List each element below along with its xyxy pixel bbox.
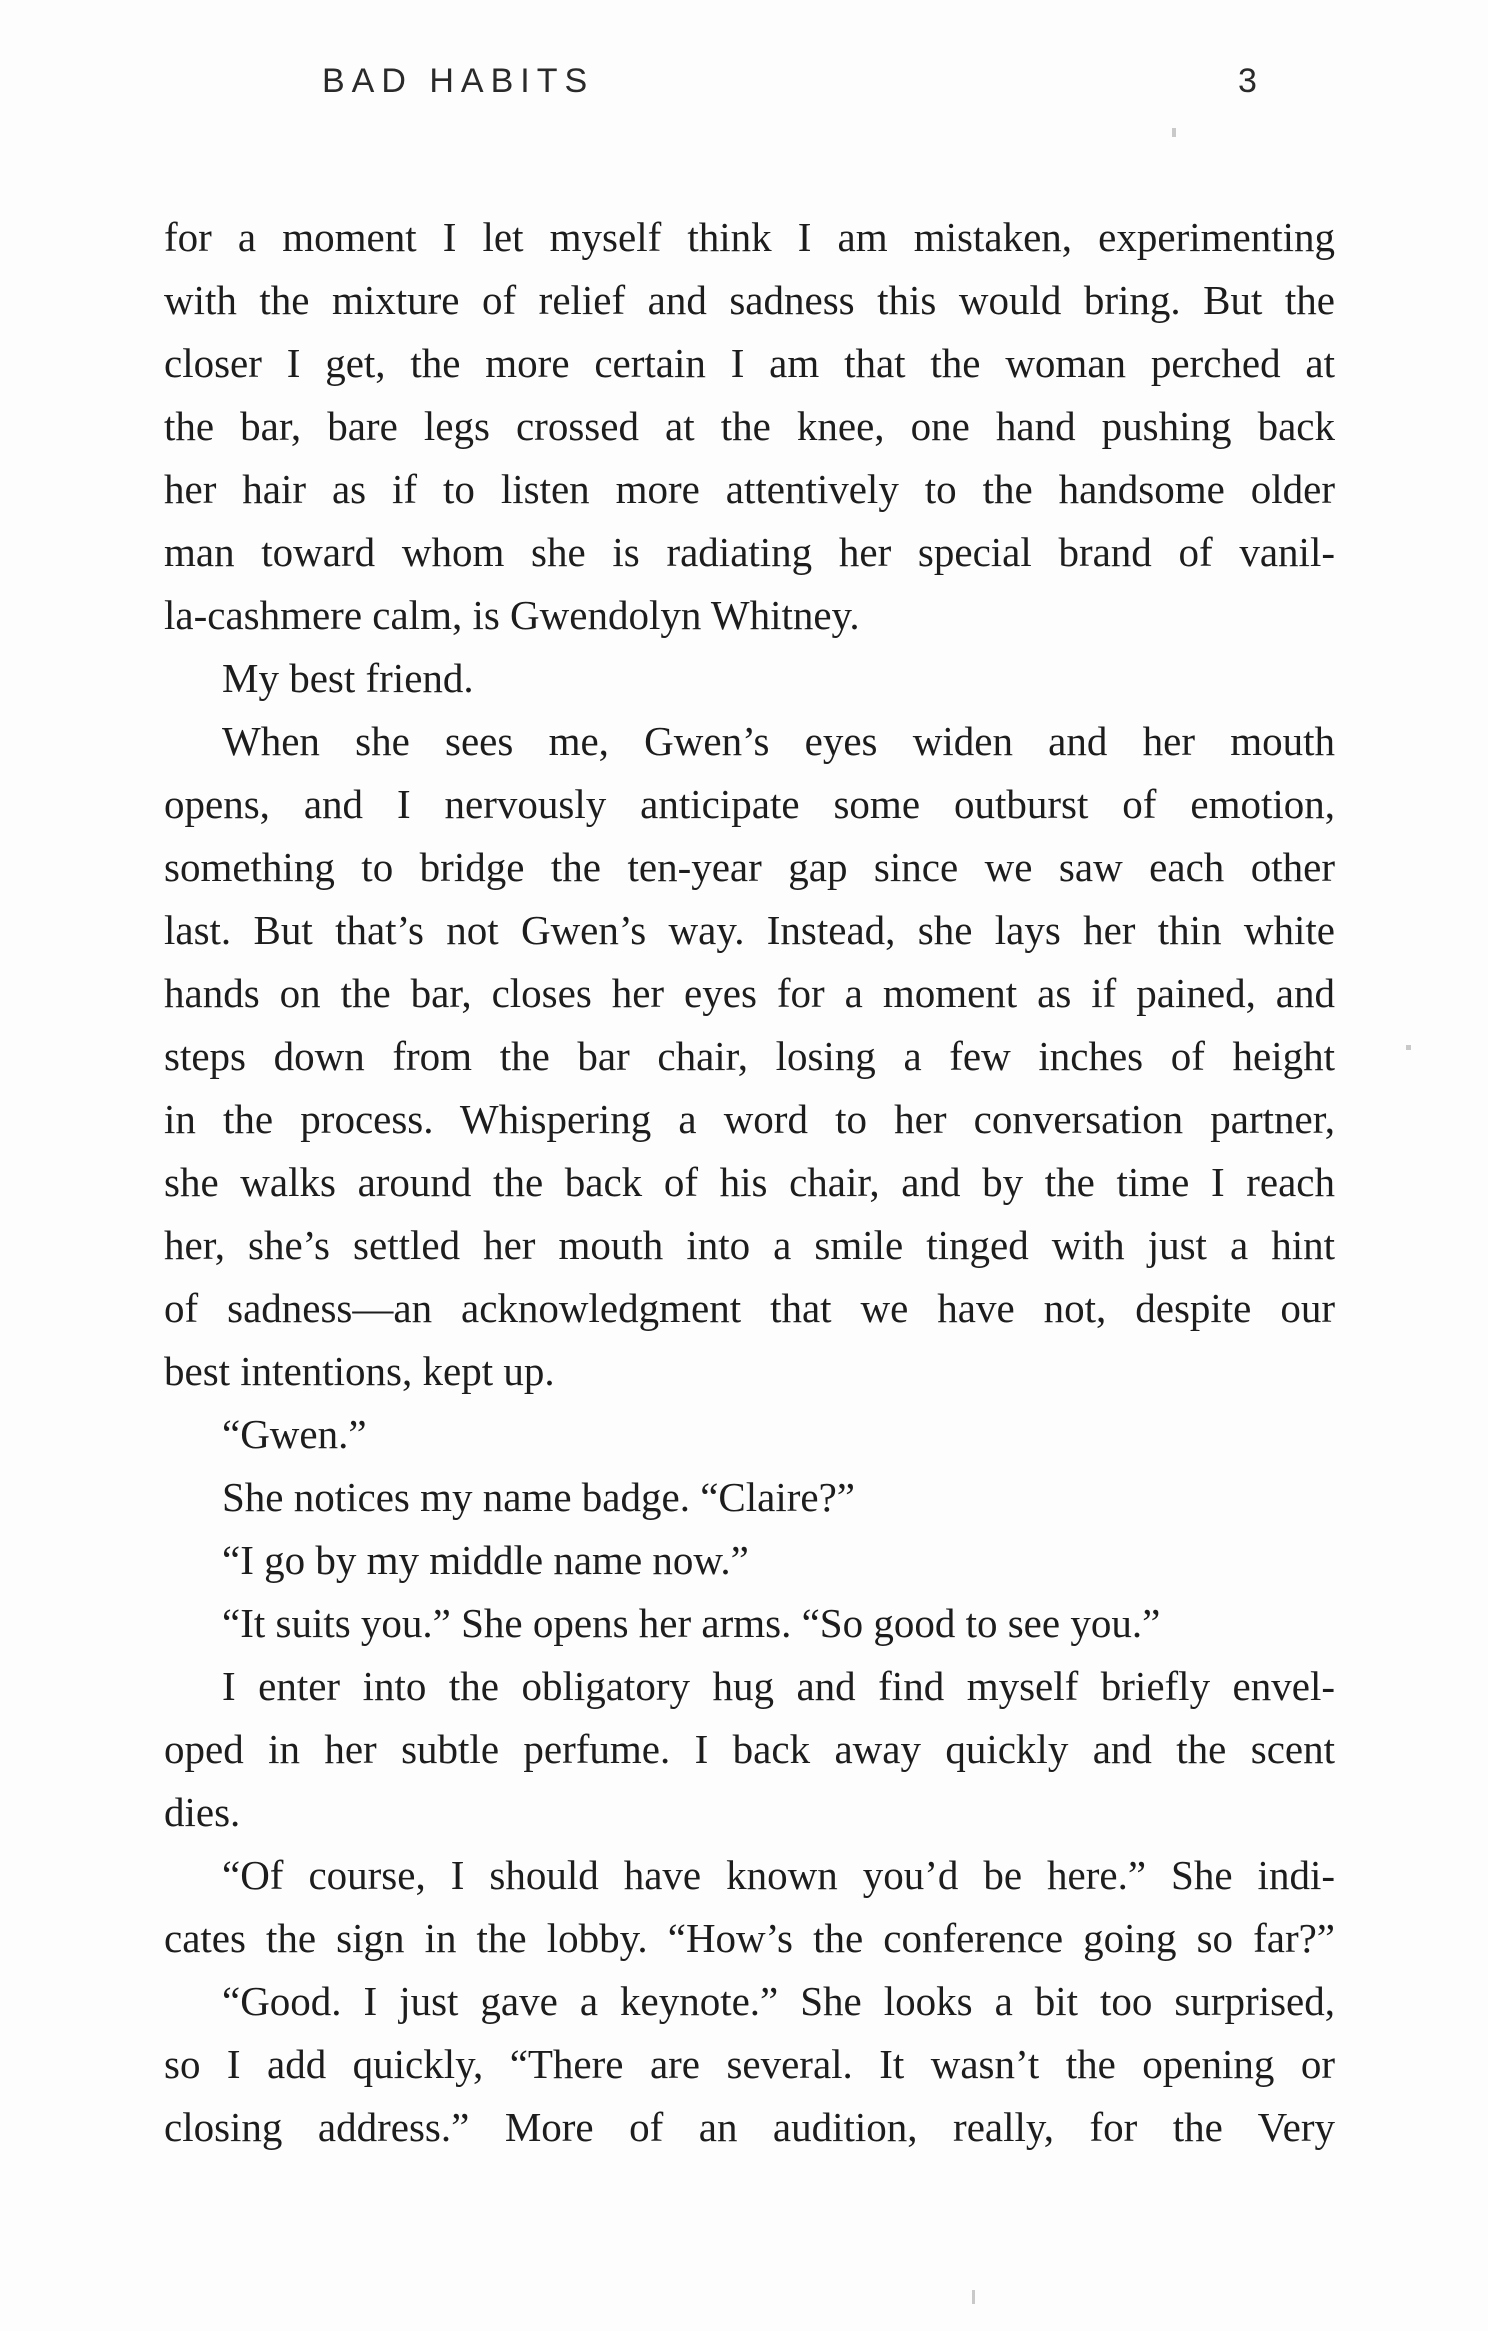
text-line: hands on the bar, closes her eyes for a moment as if pained, and xyxy=(164,970,1335,1016)
text-line: “Of course, I should have known you’d be here.” She indi- xyxy=(222,1852,1335,1898)
text-line: with the mixture of relief and sadness this would bring. But the xyxy=(164,277,1335,323)
text-line: I enter into the obligatory hug and find myself briefly envel- xyxy=(222,1663,1335,1709)
text-line: of sadness—an acknowledgment that we have not, despite our xyxy=(164,1285,1335,1331)
scan-speck xyxy=(972,2290,975,2304)
text-line: something to bridge the ten-year gap since we saw each other xyxy=(164,844,1335,890)
text-line: oped in her subtle perfume. I back away quickly and the scent xyxy=(164,1726,1335,1772)
text-line: closer I get, the more certain I am that the woman perched at xyxy=(164,340,1335,386)
text-line: so I add quickly, “There are several. It wasn’t the opening or xyxy=(164,2041,1335,2087)
text-line: When she sees me, Gwen’s eyes widen and her mouth xyxy=(222,718,1335,764)
text-line: the bar, bare legs crossed at the knee, one hand pushing back xyxy=(164,403,1335,449)
running-head: BAD HABITS xyxy=(322,62,595,100)
text-line: opens, and I nervously anticipate some outburst of emotion, xyxy=(164,781,1335,827)
text-line: in the process. Whispering a word to her conversation partner, xyxy=(164,1096,1335,1142)
page-number: 3 xyxy=(1238,62,1257,100)
scan-speck xyxy=(1406,1045,1411,1050)
text-line: her, she’s settled her mouth into a smile tinged with just a hint xyxy=(164,1222,1335,1268)
text-line: steps down from the bar chair, losing a few inches of height xyxy=(164,1033,1335,1079)
text-line: “Good. I just gave a keynote.” She looks a bit too surprised, xyxy=(222,1978,1335,2024)
text-line: she walks around the back of his chair, and by the time I reach xyxy=(164,1159,1335,1205)
text-line: la-cashmere calm, is Gwendolyn Whitney. xyxy=(164,592,860,638)
text-line: “It suits you.” She opens her arms. “So good to see you.” xyxy=(222,1600,1161,1646)
scan-speck xyxy=(1172,128,1176,137)
text-line: cates the sign in the lobby. “How’s the conference going so far?” xyxy=(164,1915,1335,1961)
text-line: She notices my name badge. “Claire?” xyxy=(222,1474,855,1520)
text-line: her hair as if to listen more attentively to the handsome older xyxy=(164,466,1335,512)
text-line: My best friend. xyxy=(222,655,474,701)
text-line: man toward whom she is radiating her special brand of vanil- xyxy=(164,529,1335,575)
text-line: “I go by my middle name now.” xyxy=(222,1537,749,1583)
text-line: for a moment I let myself think I am mistaken, experimenting xyxy=(164,214,1335,260)
text-line: last. But that’s not Gwen’s way. Instead, she lays her thin white xyxy=(164,907,1335,953)
text-line: closing address.” More of an audition, really, for the Very xyxy=(164,2104,1335,2150)
text-line: dies. xyxy=(164,1789,241,1835)
text-line: “Gwen.” xyxy=(222,1411,367,1457)
body-text xyxy=(164,206,1335,2159)
text-line: best intentions, kept up. xyxy=(164,1348,555,1394)
